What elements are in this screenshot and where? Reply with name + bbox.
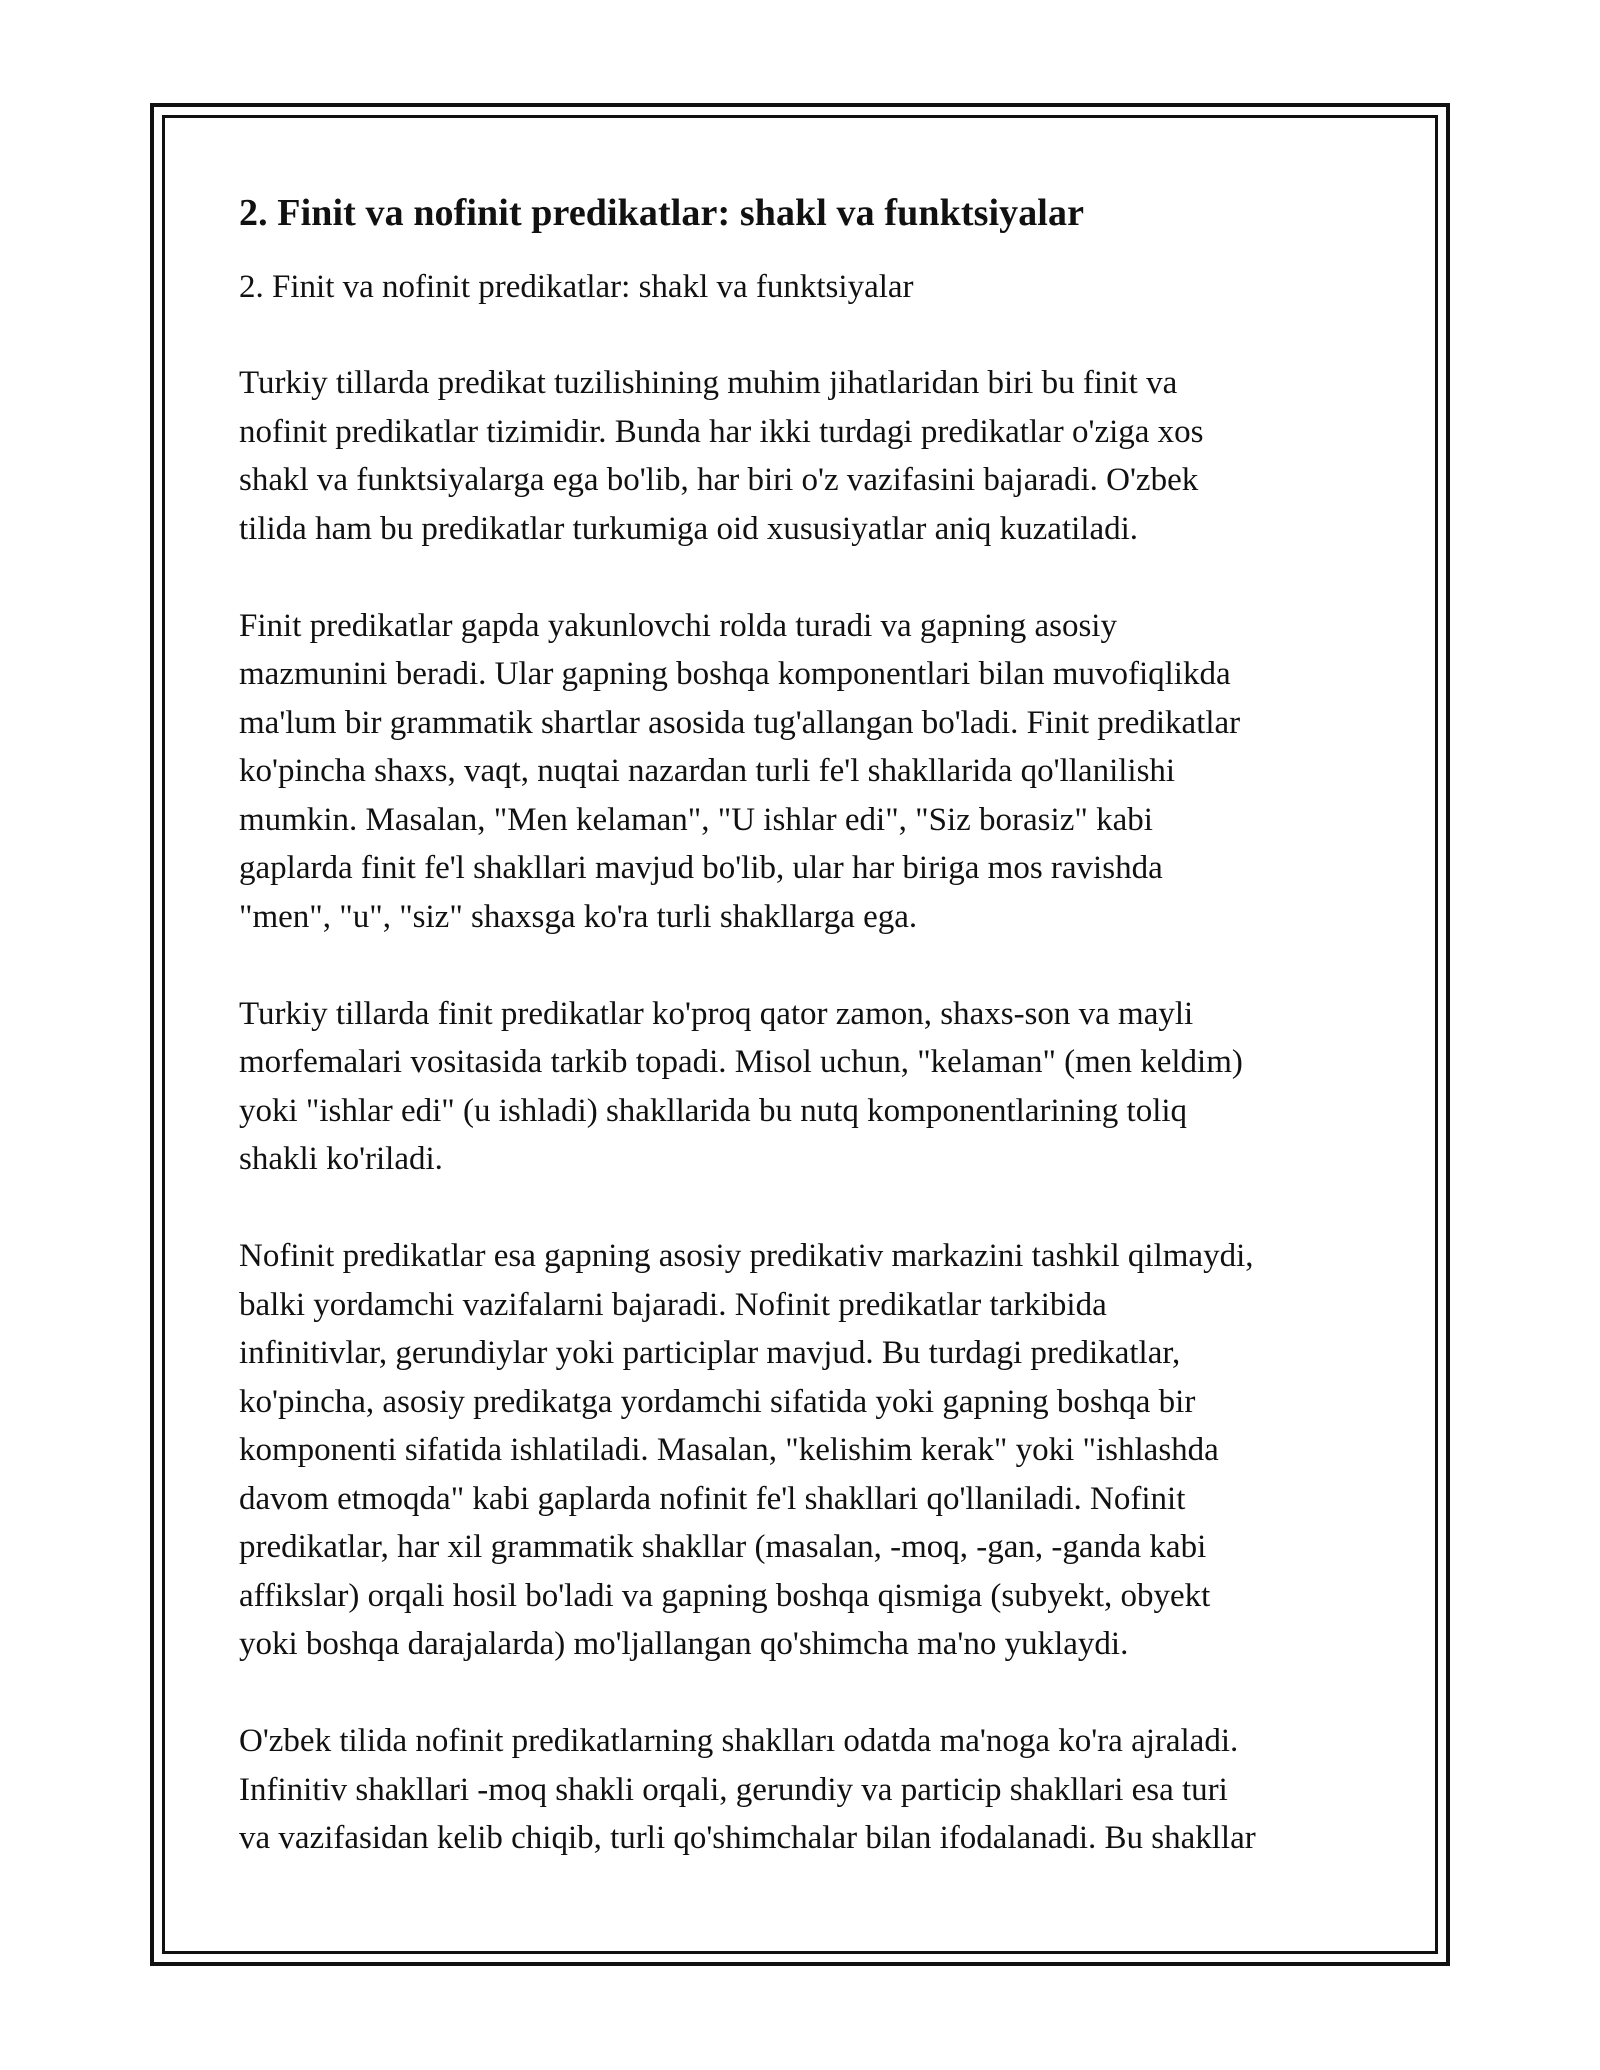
paragraph-line: shakli ko'riladi. xyxy=(239,1141,443,1177)
paragraph-line: O'zbek tilida nofinit predikatlarning shaklları odatda ma'noga ko'ra ajraladi. xyxy=(239,1723,1239,1759)
paragraph-line: yoki boshqa darajalarda) mo'ljallangan qo'shimcha ma'no yuklaydi. xyxy=(239,1626,1129,1662)
paragraph-line: komponenti sifatida ishlatiladi. Masalan, "kelishim kerak" yoki "ishlashda xyxy=(239,1432,1219,1468)
page-border-outer xyxy=(150,103,1450,1966)
paragraph-line: davom etmoqda" kabi gaplarda nofinit fe'l shakllari qo'llaniladi. Nofinit xyxy=(239,1480,1186,1517)
paragraph-line: mumkin. Masalan, "Men kelaman", "U ishlar edi", "Siz borasiz" kabi xyxy=(239,801,1153,838)
document-content xyxy=(239,189,1364,1863)
paragraph-line: va vazifasidan kelib chiqib, turli qo'shimchalar bilan ifodalanadi. Bu shakllar xyxy=(239,1820,1256,1856)
section-subtitle: 2. Finit va nofinit predikatlar: shakl va funktsiyalar xyxy=(239,269,914,305)
paragraph-line: mazmunini beradi. Ular gapning boshqa komponentlari bilan muvofiqlikda xyxy=(239,656,1231,692)
body-paragraph xyxy=(239,1232,1364,1669)
paragraph-line: balki yordamchi vazifalarni bajaradi. Nofinit predikatlar tarkibida xyxy=(239,1286,1107,1323)
body-paragraph xyxy=(239,990,1364,1184)
paragraph-line: Infinitiv shakllari -moq shakli orqali, gerundiy va particip shakllari esa turi xyxy=(239,1771,1228,1808)
body-paragraphs xyxy=(239,359,1364,1863)
paragraph-line: "men", "u", "siz" shaxsga ko'ra turli shakllarga ega. xyxy=(239,898,918,935)
paragraph-line: morfemalari vositasida tarkib topadi. Misol uchun, "kelaman" (men keldim) xyxy=(239,1044,1243,1080)
paragraph-line: Turkiy tillarda predikat tuzilishining muhim jihatlaridan biri bu finit va xyxy=(239,365,1178,401)
paragraph-line: ma'lum bir grammatik shartlar asosida tug'allangan bo'ladi. Finit predikatlar xyxy=(239,704,1241,741)
paragraph-line: Finit predikatlar gapda yakunlovchi rolda turadi va gapning asosiy xyxy=(239,607,1117,644)
paragraph-line: gaplarda finit fe'l shakllari mavjud bo'lib, ular har biriga mos ravishda xyxy=(239,850,1163,886)
paragraph-line: shakl va funktsiyalarga ega bo'lib, har biri o'z vazifasini bajaradi. O'zbek xyxy=(239,462,1199,498)
body-paragraph xyxy=(239,359,1364,553)
paragraph-line: ko'pincha shaxs, vaqt, nuqtai nazardan turli fe'l shakllarida qo'llanilishi xyxy=(239,753,1176,789)
paragraph-line: affikslar) orqali hosil bo'ladi va gapning boshqa qismiga (subyekt, obyekt xyxy=(239,1577,1211,1614)
body-paragraph xyxy=(239,1717,1364,1863)
paragraph-line: nofinit predikatlar tizimidir. Bunda har ikki turdagi predikatlar o'ziga xos xyxy=(239,413,1204,450)
body-paragraph xyxy=(239,602,1364,942)
paragraph-line: predikatlar, har xil grammatik shakllar (masalan, -moq, -gan, -ganda kabi xyxy=(239,1529,1207,1565)
page-title: 2. Finit va nofinit predikatlar: shakl va funktsiyalar xyxy=(239,192,1085,234)
paragraph-line: yoki "ishlar edi" (u ishladi) shakllarida bu nutq komponentlarining toliq xyxy=(239,1092,1188,1129)
paragraph-line: infinitivlar, gerundiylar yoki participlar mavjud. Bu turdagi predikatlar, xyxy=(239,1335,1181,1371)
paragraph-line: tilida ham bu predikatlar turkumiga oid xususiyatlar aniq kuzatiladi. xyxy=(239,510,1139,547)
paragraph-line: ko'pincha, asosiy predikatga yordamchi sifatida yoki gapning boshqa bir xyxy=(239,1383,1196,1420)
paragraph-line: Nofinit predikatlar esa gapning asosiy predikativ markazini tashkil qilmaydi, xyxy=(239,1238,1254,1274)
paragraph-line: Turkiy tillarda finit predikatlar ko'proq qator zamon, shaxs-son va mayli xyxy=(239,995,1194,1032)
